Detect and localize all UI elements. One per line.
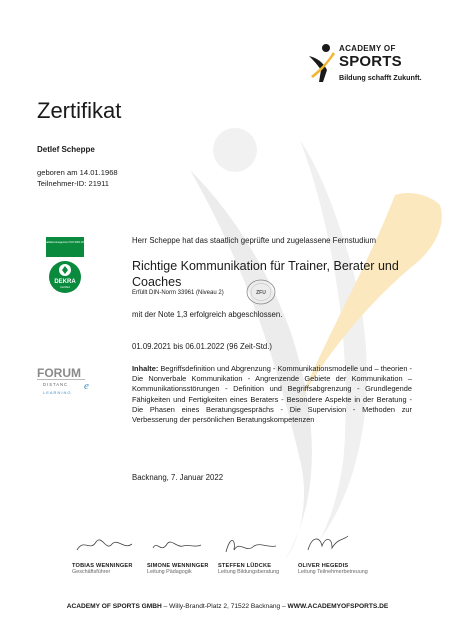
certificate-title: Zertifikat: [37, 98, 122, 123]
footer-website: WWW.ACADEMYOFSPORTS.DE: [287, 603, 389, 610]
content-text: Begriffsdefinition und Abgrenzung - Kommunikationsmodelle und – theorien - Die Nonverbale Kommunikation - Angrenzende Gebiete der Kommunikation – Kommunikationsstörungen - Definition und Begriffsabgrenzung - Grundlegende Fähigkeiten und Fertigkeiten eines Beraters - Besondere Aspekte in der Beratung - Die Phasen eines Beratungsgesprächs - Die Supervision - Methoden zur Verbesserung der persönlichen Beratungskompetenzen: [132, 364, 412, 425]
footer-company: ACADEMY OF SPORTS GMBH: [66, 603, 162, 610]
recipient-details: [37, 167, 118, 189]
recipient-name: Detlef Scheppe: [37, 145, 95, 154]
signature-block: [218, 530, 308, 575]
course-title-line1: Richtige Kommunikation für Trainer, Berater und: [132, 259, 399, 273]
athlete-icon: [305, 42, 339, 84]
forum-e-letter: e: [84, 380, 89, 392]
brand-line1: ACADEMY OF: [339, 44, 396, 53]
period-text: 01.09.2021 bis 06.01.2022 (96 Zeit-Std.): [132, 342, 273, 351]
signature-scribble: [147, 530, 217, 558]
signer-name: OLIVER HEGEDIS: [298, 563, 349, 569]
brand-line2: SPORTS: [339, 53, 402, 70]
signer-role: Leitung Bildungsberatung: [218, 569, 280, 575]
signer-role: Geschäftsführer: [72, 569, 111, 575]
zfu-label: ZFU: [256, 290, 266, 296]
signer-role: Leitung Teilnehmerbetreuung: [298, 569, 368, 575]
footer-address: – Willy-Brandt-Platz 2, 71522 Backnang –: [161, 603, 288, 610]
signer-name: SIMONE WENNINGER: [147, 563, 209, 569]
signer-role: Leitung Pädagogik: [147, 569, 192, 575]
forum-distance-learning-logo: [37, 365, 99, 401]
content-label: Inhalte:: [132, 364, 159, 373]
grade-text: mit der Note 1,3 erfolgreich abgeschlossen.: [132, 310, 283, 319]
zfu-seal: [245, 278, 277, 306]
dekra-top-text: Qualitätsmanagement ISO 9001:2008: [43, 241, 87, 244]
signer-name: STEFFEN LÜDCKE: [218, 563, 272, 569]
dekra-label: DEKRA: [54, 279, 76, 285]
content-description: [132, 364, 412, 425]
birth-date: geboren am 14.01.1968: [37, 168, 118, 177]
signature-scribble: [298, 530, 368, 558]
academy-of-sports-logo: [305, 42, 425, 87]
signature-scribble: [218, 530, 288, 558]
signature-scribble: [72, 530, 142, 558]
dekra-sub-label: Certified: [60, 286, 70, 289]
intro-text: Herr Scheppe hat das staatlich geprüfte und zugelassene Fernstudium: [132, 236, 377, 245]
dekra-seal: [43, 237, 87, 299]
norm-text: Erfüllt DIN-Norm 33961 (Niveau 2): [132, 290, 224, 296]
forum-line2: DISTANC: [43, 382, 69, 387]
forum-line1: FORUM: [37, 366, 81, 380]
place-date: Backnang, 7. Januar 2022: [132, 473, 224, 482]
brand-tagline: Bildung schafft Zukunft.: [339, 73, 422, 82]
course-title-line2: Coaches: [132, 275, 182, 289]
forum-line3: LEARNING: [43, 390, 72, 395]
footer: [0, 603, 455, 610]
participant-id: Teilnehmer-ID: 21911: [37, 179, 110, 188]
signature-block: [298, 530, 388, 575]
signer-name: TOBIAS WENNINGER: [72, 563, 133, 569]
